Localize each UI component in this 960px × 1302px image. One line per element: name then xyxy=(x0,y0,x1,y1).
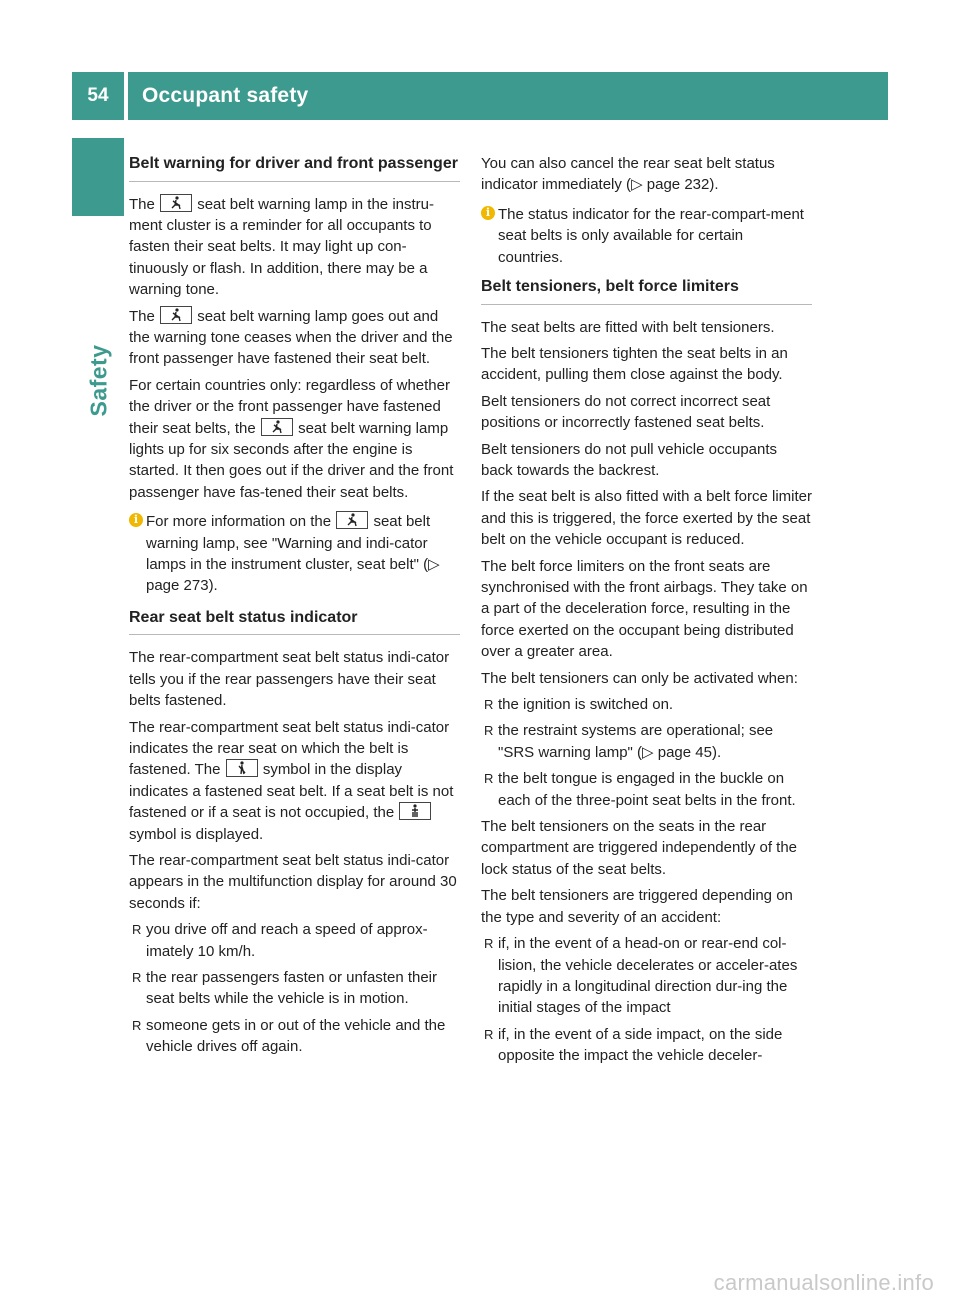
paragraph: You can also cancel the rear seat belt status indicator immediately (▷ page 232). xyxy=(481,155,775,194)
section-label: Safety xyxy=(85,343,112,417)
watermark: carmanualsonline.info xyxy=(713,1270,934,1295)
info-note: i The status indicator for the rear-compart-ment seat belts is only available for certain countries. xyxy=(481,204,812,268)
paragraph: The rear-compartment seat belt status indi-cator appears in the multifunction display for around 30 seconds if: xyxy=(129,851,457,912)
page-title: Occupant safety xyxy=(128,72,888,120)
paragraph: The belt tensioners can only be activated when: xyxy=(481,669,798,687)
belt-unfastened-icon xyxy=(399,802,431,820)
heading-rear-status: Rear seat belt status indicator xyxy=(129,607,460,636)
paragraph: The seat belts are fitted with belt tensioners. xyxy=(481,318,775,336)
paragraph: The belt tensioners tighten the seat belts in an accident, pulling them close against the body. xyxy=(481,344,788,384)
paragraph: The belt tensioners on the seats in the rear compartment are triggered independently of the lock status of the seat belts. xyxy=(481,818,798,878)
paragraph: The rear-compartment seat belt status indi-cator indicates the rear seat on which the belt is fastened. The symbol in the display indicates a fastened seat belt. If a seat belt is not fastened or if a seat is not occupied, the symbol is displayed. xyxy=(129,718,454,843)
page-reference-link[interactable]: page 232). xyxy=(646,176,719,194)
info-note: i For more information on the seat belt warning lamp, see "Warning and indi-cator lamps in the instrument cluster, seat belt" (▷ page 273). xyxy=(129,511,460,597)
page-reference-link[interactable]: page 273). xyxy=(146,577,218,595)
paragraph: Belt tensioners do not pull vehicle occupants back towards the backrest. xyxy=(481,440,778,479)
heading-belt-tensioners: Belt tensioners, belt force limiters xyxy=(481,276,812,305)
seatbelt-warning-icon xyxy=(261,418,293,436)
info-icon: i xyxy=(481,206,495,220)
paragraph: The seat belt warning lamp goes out and the warning tone ceases when the driver and the front passenger have fastened their seat belt. xyxy=(129,307,453,368)
paragraph: If the seat belt is also fitted with a belt force limiter and this is triggered, the force exerted by the seat belt on the vehicle occupant is reduced. xyxy=(481,488,812,549)
page-reference-link[interactable]: page 45). xyxy=(657,743,722,761)
seatbelt-warning-icon xyxy=(160,194,192,212)
paragraph: The belt force limiters on the front seats are synchronised with the front airbags. They take on a part of the deceleration force, resulting in the force exerted on the occupant being distributed over a greater area. xyxy=(481,557,808,661)
page-ref-arrow-icon: ▷ xyxy=(642,743,654,761)
left-column xyxy=(129,153,460,1063)
list-item: R the ignition is switched on. xyxy=(481,694,812,715)
list-item: R the belt tongue is engaged in the buckle on each of the three-point seat belts in the front. xyxy=(481,768,812,811)
right-column xyxy=(481,153,812,1072)
heading-belt-warning: Belt warning for driver and front passenger xyxy=(129,153,460,182)
page-number: 54 xyxy=(72,72,124,120)
info-icon: i xyxy=(129,513,143,527)
page-ref-arrow-icon: ▷ xyxy=(631,176,643,194)
paragraph: The rear-compartment seat belt status indi-cator tells you if the rear passengers have their seat belts fastened. xyxy=(129,649,450,710)
list-item: R the rear passengers fasten or unfasten their seat belts while the vehicle is in motion. xyxy=(129,967,460,1010)
list-item: R you drive off and reach a speed of approx-imately 10 km/h. xyxy=(129,919,460,962)
page-ref-arrow-icon: ▷ xyxy=(428,556,440,573)
paragraph: Belt tensioners do not correct incorrect seat positions or incorrectly fastened seat belts. xyxy=(481,392,771,432)
list-item: R if, in the event of a head-on or rear-end col-lision, the vehicle decelerates or acceler-ates rapidly in a longitudinal direction dur-ing the initial stages of the impact xyxy=(481,933,812,1019)
paragraph: For certain countries only: regardless of whether the driver or the front passenger have fastened their seat belts, the seat belt warning lamp lights up for six seconds after the engine is started. It then goes out if the driver and the front passenger have fas-tened their seat belts. xyxy=(129,376,454,501)
list-item: R someone gets in or out of the vehicle and the vehicle drives off again. xyxy=(129,1015,460,1058)
paragraph: The belt tensioners are triggered depending on the type and severity of an accident: xyxy=(481,887,793,926)
seatbelt-warning-icon xyxy=(336,511,368,529)
section-tab xyxy=(72,138,124,216)
seatbelt-warning-icon xyxy=(160,306,192,324)
belt-fastened-icon xyxy=(226,759,258,777)
paragraph: The seat belt warning lamp in the instru-ment cluster is a reminder for all occupants to fasten their seat belts. It may light up con-tinuously or flash. In addition, there may be a warning tone. xyxy=(129,195,434,299)
list-item: R if, in the event of a side impact, on the side opposite the impact the vehicle deceler- xyxy=(481,1024,812,1067)
list-item: R the restraint systems are operational; see "SRS warning lamp" (▷ page 45). xyxy=(481,720,812,763)
